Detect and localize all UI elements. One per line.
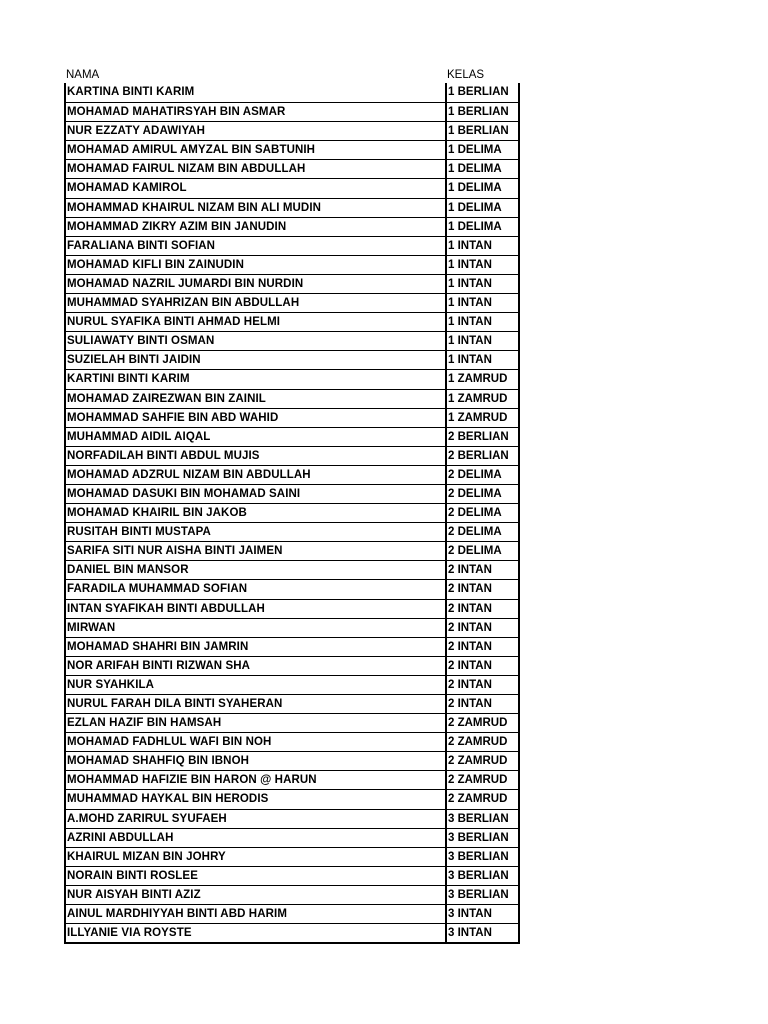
cell-nama: MOHAMAD DASUKI BIN MOHAMAD SAINI xyxy=(67,487,301,500)
cell-nama: SULIAWATY BINTI OSMAN xyxy=(67,335,215,348)
table-row xyxy=(66,121,518,140)
cell-nama: SARIFA SITI NUR AISHA BINTI JAIMEN xyxy=(67,545,283,558)
table-row xyxy=(66,255,518,274)
cell-kelas: 2 BERLIAN xyxy=(445,447,518,465)
cell-kelas: 2 INTAN xyxy=(445,561,518,579)
table-row xyxy=(66,274,518,293)
cell-kelas: 2 INTAN xyxy=(445,676,518,694)
table-row xyxy=(66,770,518,789)
table-row xyxy=(66,694,518,713)
table-row xyxy=(66,809,518,828)
cell-nama: NUR EZZATY ADAWIYAH xyxy=(67,125,205,138)
cell-nama: MIRWAN xyxy=(67,621,116,634)
cell-kelas: 2 INTAN xyxy=(445,657,518,675)
table-row xyxy=(66,484,518,503)
cell-kelas: 1 INTAN xyxy=(445,332,518,350)
cell-nama: NOR ARIFAH BINTI RIZWAN SHA xyxy=(67,659,251,672)
cell-nama: A.MOHD ZARIRUL SYUFAEH xyxy=(67,812,227,825)
cell-nama: MOHAMAD MAHATIRSYAH BIN ASMAR xyxy=(67,106,286,119)
table-row xyxy=(66,675,518,694)
table-row xyxy=(66,923,518,942)
table-row xyxy=(66,751,518,770)
cell-nama: SUZIELAH BINTI JAIDIN xyxy=(67,354,201,367)
cell-kelas: 2 BERLIAN xyxy=(445,428,518,446)
cell-nama: NURUL SYAFIKA BINTI AHMAD HELMI xyxy=(67,316,281,329)
cell-kelas: 1 DELIMA xyxy=(445,199,518,217)
cell-nama: ILLYANIE VIA ROYSTE xyxy=(67,927,192,940)
cell-kelas: 2 ZAMRUD xyxy=(445,771,518,789)
cell-nama: FARADILA MUHAMMAD SOFIAN xyxy=(67,583,248,596)
table-row xyxy=(66,522,518,541)
table-body xyxy=(64,83,520,944)
cell-kelas: 1 INTAN xyxy=(445,237,518,255)
cell-kelas: 1 ZAMRUD xyxy=(445,370,518,388)
cell-nama: MOHAMAD AMIRUL AMYZAL BIN SABTUNIH xyxy=(67,144,316,157)
cell-nama: NUR AISYAH BINTI AZIZ xyxy=(67,888,201,901)
cell-nama: MOHAMAD KAMIROL xyxy=(67,182,187,195)
table-row xyxy=(66,83,518,102)
table-row xyxy=(66,579,518,598)
cell-kelas: 3 BERLIAN xyxy=(445,867,518,885)
header-kelas: KELAS xyxy=(447,69,485,81)
cell-nama: FARALIANA BINTI SOFIAN xyxy=(67,239,216,252)
cell-kelas: 2 DELIMA xyxy=(445,542,518,560)
cell-kelas: 1 INTAN xyxy=(445,313,518,331)
cell-nama: MOHAMAD FAIRUL NIZAM BIN ABDULLAH xyxy=(67,163,306,176)
cell-nama: MUHAMMAD SYAHRIZAN BIN ABDULLAH xyxy=(67,297,300,310)
cell-nama: KARTINA BINTI KARIM xyxy=(67,86,195,98)
table-row xyxy=(66,331,518,350)
cell-kelas: 1 INTAN xyxy=(445,294,518,312)
table-row xyxy=(66,178,518,197)
cell-kelas: 2 ZAMRUD xyxy=(445,752,518,770)
cell-kelas: 3 BERLIAN xyxy=(445,810,518,828)
cell-nama: NORFADILAH BINTI ABDUL MUJIS xyxy=(67,449,260,462)
cell-nama: MOHAMAD FADHLUL WAFI BIN NOH xyxy=(67,736,272,749)
table-row xyxy=(66,350,518,369)
cell-nama: NORAIN BINTI ROSLEE xyxy=(67,869,198,882)
cell-kelas: 3 BERLIAN xyxy=(445,848,518,866)
table-row xyxy=(66,293,518,312)
table-header-row xyxy=(64,66,520,83)
cell-kelas: 1 BERLIAN xyxy=(445,122,518,140)
cell-kelas: 1 DELIMA xyxy=(445,179,518,197)
cell-kelas: 1 INTAN xyxy=(445,275,518,293)
cell-nama: MOHAMAD SHAHFIQ BIN IBNOH xyxy=(67,755,250,768)
cell-nama: MOHAMMAD ZIKRY AZIM BIN JANUDIN xyxy=(67,220,287,233)
cell-kelas: 3 INTAN xyxy=(445,905,518,923)
cell-kelas: 2 DELIMA xyxy=(445,485,518,503)
cell-nama: DANIEL BIN MANSOR xyxy=(67,564,189,577)
cell-nama: MOHAMAD SHAHRI BIN JAMRIN xyxy=(67,640,249,653)
table-row xyxy=(66,599,518,618)
table-row xyxy=(66,312,518,331)
cell-kelas: 1 BERLIAN xyxy=(445,103,518,121)
cell-nama: MOHAMAD NAZRIL JUMARDI BIN NURDIN xyxy=(67,277,304,290)
table-row xyxy=(66,446,518,465)
table-row xyxy=(66,789,518,808)
table-row xyxy=(66,102,518,121)
cell-kelas: 2 ZAMRUD xyxy=(445,790,518,808)
cell-nama: NURUL FARAH DILA BINTI SYAHERAN xyxy=(67,698,283,710)
cell-kelas: 1 ZAMRUD xyxy=(445,390,518,408)
cell-kelas: 1 DELIMA xyxy=(445,160,518,178)
cell-kelas: 2 INTAN xyxy=(445,600,518,618)
cell-nama: AINUL MARDHIYYAH BINTI ABD HARIM xyxy=(67,908,287,921)
cell-kelas: 1 INTAN xyxy=(445,351,518,369)
cell-kelas: 3 BERLIAN xyxy=(445,829,518,847)
table-row xyxy=(66,541,518,560)
cell-nama: MOHAMAD ZAIREZWAN BIN ZAINIL xyxy=(67,392,266,405)
cell-kelas: 2 INTAN xyxy=(445,638,518,656)
cell-nama: AZRINI ABDULLAH xyxy=(67,831,174,844)
cell-kelas: 1 DELIMA xyxy=(445,218,518,236)
cell-kelas: 3 BERLIAN xyxy=(445,886,518,904)
cell-kelas: 2 DELIMA xyxy=(445,466,518,484)
table-row xyxy=(66,503,518,522)
cell-nama: KHAIRUL MIZAN BIN JOHRY xyxy=(67,850,226,863)
cell-nama: MUHAMMAD AIDIL AIQAL xyxy=(67,430,211,443)
cell-nama: KARTINI BINTI KARIM xyxy=(67,373,190,386)
table-row xyxy=(66,198,518,217)
cell-kelas: 2 INTAN xyxy=(445,619,518,637)
table-row xyxy=(66,465,518,484)
table-row xyxy=(66,618,518,637)
table-row xyxy=(66,828,518,847)
table-row xyxy=(66,427,518,446)
cell-kelas: 2 ZAMRUD xyxy=(445,714,518,732)
cell-kelas: 3 INTAN xyxy=(445,924,518,942)
cell-nama: RUSITAH BINTI MUSTAPA xyxy=(67,526,211,539)
cell-kelas: 2 ZAMRUD xyxy=(445,733,518,751)
cell-kelas: 2 INTAN xyxy=(445,580,518,598)
cell-kelas: 1 INTAN xyxy=(445,256,518,274)
cell-nama: NUR SYAHKILA xyxy=(67,678,155,691)
student-class-table xyxy=(64,66,520,944)
table-row xyxy=(66,904,518,923)
cell-kelas: 1 BERLIAN xyxy=(445,83,518,102)
table-row xyxy=(66,389,518,408)
table-row xyxy=(66,236,518,255)
table-row xyxy=(66,408,518,427)
table-row xyxy=(66,159,518,178)
table-row xyxy=(66,732,518,751)
table-row xyxy=(66,637,518,656)
cell-kelas: 2 INTAN xyxy=(445,695,518,713)
cell-kelas: 2 DELIMA xyxy=(445,523,518,541)
table-row xyxy=(66,885,518,904)
cell-nama: MUHAMMAD HAYKAL BIN HERODIS xyxy=(67,793,269,806)
header-nama: NAMA xyxy=(66,69,100,81)
table-row xyxy=(66,656,518,675)
table-row xyxy=(66,140,518,159)
cell-nama: MOHAMAD KHAIRIL BIN JAKOB xyxy=(67,507,247,520)
cell-nama: INTAN SYAFIKAH BINTI ABDULLAH xyxy=(67,602,265,615)
cell-kelas: 1 ZAMRUD xyxy=(445,409,518,427)
table-row xyxy=(66,560,518,579)
cell-nama: MOHAMAD KIFLI BIN ZAINUDIN xyxy=(67,258,244,271)
cell-nama: MOHAMMAD SAHFIE BIN ABD WAHID xyxy=(67,411,279,424)
table-row xyxy=(66,369,518,388)
cell-nama: MOHAMMAD KHAIRUL NIZAM BIN ALI MUDIN xyxy=(67,201,322,214)
table-row xyxy=(66,866,518,885)
cell-nama: MOHAMAD ADZRUL NIZAM BIN ABDULLAH xyxy=(67,468,311,481)
cell-kelas: 2 DELIMA xyxy=(445,504,518,522)
table-row xyxy=(66,847,518,866)
cell-nama: MOHAMMAD HAFIZIE BIN HARON @ HARUN xyxy=(67,774,317,787)
table-row xyxy=(66,217,518,236)
cell-nama: EZLAN HAZIF BIN HAMSAH xyxy=(67,717,222,730)
cell-kelas: 1 DELIMA xyxy=(445,141,518,159)
table-row xyxy=(66,713,518,732)
